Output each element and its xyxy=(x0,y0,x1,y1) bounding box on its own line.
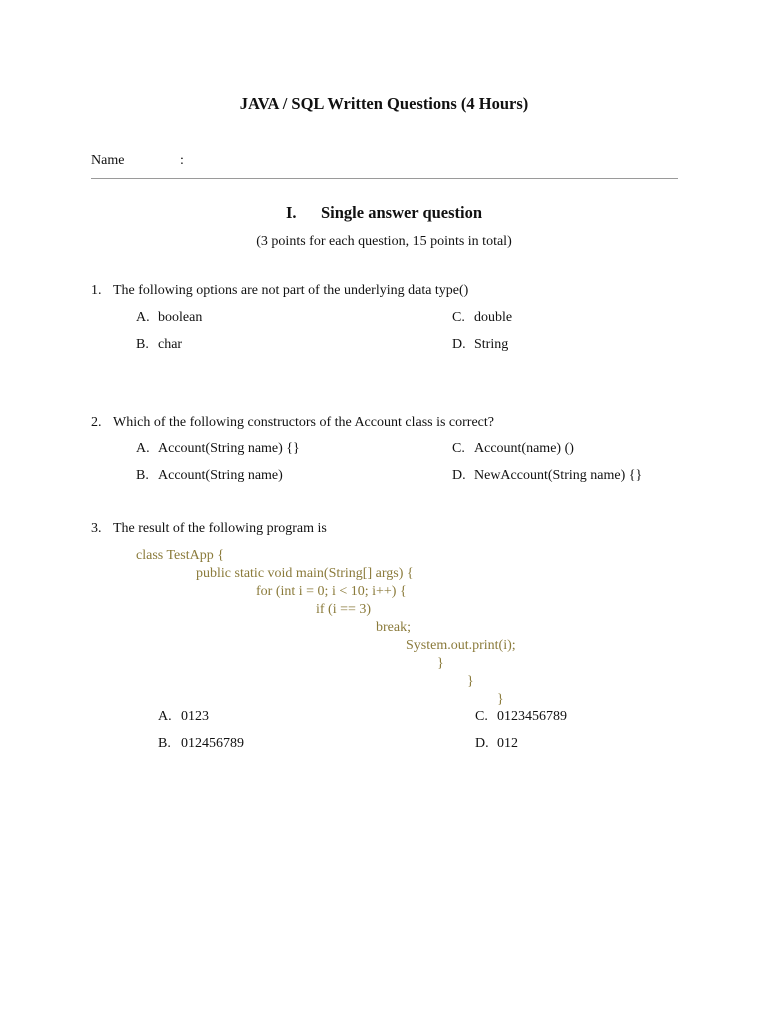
name-label: Name xyxy=(91,153,125,168)
code-line: } xyxy=(497,692,504,707)
option-letter: D. xyxy=(452,468,466,483)
option-text: Account(String name) xyxy=(158,468,283,483)
option-letter: C. xyxy=(452,441,465,456)
option-letter: B. xyxy=(136,337,149,352)
code-line: for (int i = 0; i < 10; i++) { xyxy=(256,584,407,599)
option-text: 012 xyxy=(497,736,518,751)
code-line: class TestApp { xyxy=(136,548,224,563)
option-text: 0123456789 xyxy=(497,709,567,724)
question-number: 3. xyxy=(91,521,102,536)
option-letter: D. xyxy=(452,337,466,352)
section-note: (3 points for each question, 15 points in total) xyxy=(256,234,512,249)
code-line: public static void main(String[] args) { xyxy=(196,566,414,581)
option-letter: B. xyxy=(158,736,171,751)
document-title: JAVA / SQL Written Questions (4 Hours) xyxy=(239,94,529,113)
section-title: Single answer question xyxy=(321,203,483,222)
option-letter: D. xyxy=(475,736,489,751)
option-text: char xyxy=(158,337,183,352)
option-letter: C. xyxy=(452,310,465,325)
option-text: String xyxy=(474,337,509,352)
code-line: } xyxy=(437,656,444,671)
code-line: System.out.print(i); xyxy=(406,638,516,653)
option-text: 0123 xyxy=(181,709,209,724)
option-text: 012456789 xyxy=(181,736,244,751)
question-text: Which of the following constructors of the Account class is correct? xyxy=(113,415,494,430)
question-number: 2. xyxy=(91,415,102,430)
option-text: NewAccount(String name) {} xyxy=(474,468,643,483)
option-letter: A. xyxy=(158,709,172,724)
question-number: 1. xyxy=(91,283,102,298)
option-letter: A. xyxy=(136,441,150,456)
name-colon: : xyxy=(180,153,184,168)
code-line: } xyxy=(467,674,474,689)
code-line: if (i == 3) xyxy=(316,602,372,617)
option-letter: C. xyxy=(475,709,488,724)
option-text: Account(String name) {} xyxy=(158,441,300,456)
question-text: The result of the following program is xyxy=(113,521,327,536)
option-text: boolean xyxy=(158,310,203,325)
section-number: I. xyxy=(286,203,297,222)
option-text: double xyxy=(474,310,513,325)
option-text: Account(name) () xyxy=(474,441,574,456)
option-letter: B. xyxy=(136,468,149,483)
name-underline xyxy=(91,178,678,179)
code-line: break; xyxy=(376,620,411,635)
option-letter: A. xyxy=(136,310,150,325)
question-text: The following options are not part of the underlying data type() xyxy=(113,283,469,298)
